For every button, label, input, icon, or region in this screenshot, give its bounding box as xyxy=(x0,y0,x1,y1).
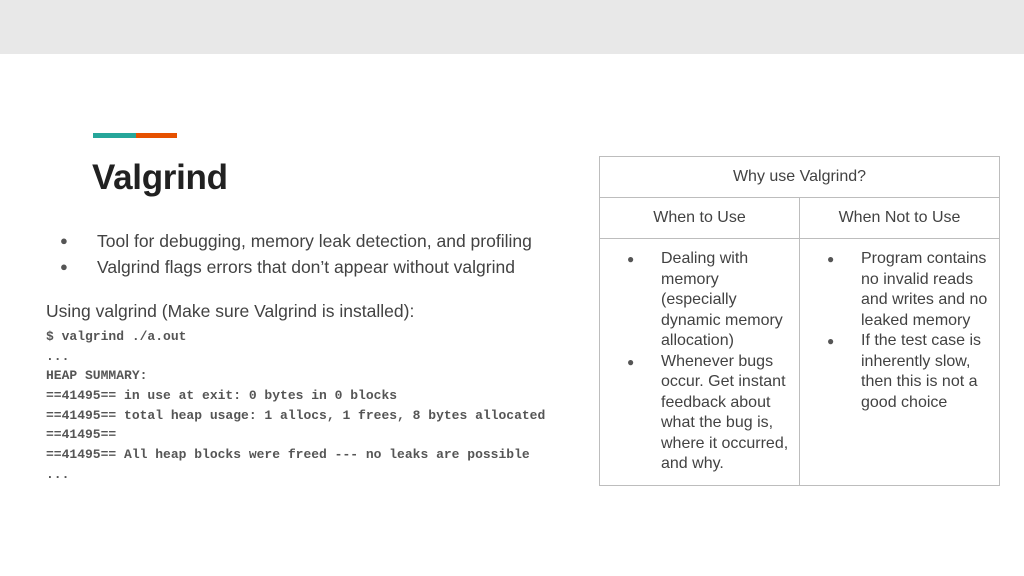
list-item-text: Dealing with memory (especially dynamic memory allocation) xyxy=(661,250,783,349)
when-cell xyxy=(600,239,800,486)
code-line: ... xyxy=(46,466,70,482)
bullet-text: Tool for debugging, memory leak detection, and profiling xyxy=(97,231,532,251)
slide-title: Valgrind xyxy=(92,158,228,197)
when-not-list xyxy=(800,249,995,413)
usage-heading: Using valgrind (Make sure Valgrind is installed): xyxy=(46,301,415,321)
list-item-text: If the test case is inherently slow, then this is not a good choice xyxy=(861,332,982,411)
when-not-cell xyxy=(800,239,1000,486)
bullet-dot-icon: ● xyxy=(60,233,68,248)
bullet-dot-icon: ● xyxy=(827,334,835,348)
column-header-when-not: When Not to Use xyxy=(800,198,1000,239)
list-item-text: Program contains no invalid reads and writes and no leaked memory xyxy=(861,250,988,329)
code-line: HEAP SUMMARY: xyxy=(46,368,148,384)
list-item xyxy=(600,352,795,475)
table-header: Why use Valgrind? xyxy=(600,157,1000,198)
code-line: ==41495== in use at exit: 0 bytes in 0 blocks xyxy=(46,388,398,404)
column-header-when: When to Use xyxy=(600,198,800,239)
code-block xyxy=(46,327,545,485)
bullet-dot-icon: ● xyxy=(827,252,835,266)
code-line: ==41495== total heap usage: 1 allocs, 1 frees, 8 bytes allocated xyxy=(46,407,546,423)
bullet-dot-icon: ● xyxy=(60,259,68,274)
title-accent-teal xyxy=(93,133,136,138)
list-item xyxy=(600,249,795,352)
bullet-dot-icon: ● xyxy=(627,252,635,266)
bullet-dot-icon: ● xyxy=(627,354,635,369)
bullet-list xyxy=(60,228,532,280)
code-line: $ valgrind ./a.out xyxy=(46,329,187,344)
code-line: ... xyxy=(46,348,70,364)
bullet-item xyxy=(60,228,532,254)
bullet-text: Valgrind flags errors that don’t appear without valgrind xyxy=(97,257,515,277)
list-item-text: Whenever bugs occur. Get instant feedback about what the bug is, where it occurred, and why. xyxy=(661,352,789,472)
comparison-table xyxy=(599,156,1000,486)
list-item xyxy=(800,331,995,413)
title-accent-orange xyxy=(136,133,177,138)
code-line: ==41495== All heap blocks were freed --- no leaks are possible xyxy=(46,447,530,463)
list-item xyxy=(800,249,995,331)
top-band xyxy=(0,0,1024,54)
code-line: ==41495== xyxy=(46,427,117,443)
bullet-item xyxy=(60,254,532,280)
when-list xyxy=(600,249,795,475)
